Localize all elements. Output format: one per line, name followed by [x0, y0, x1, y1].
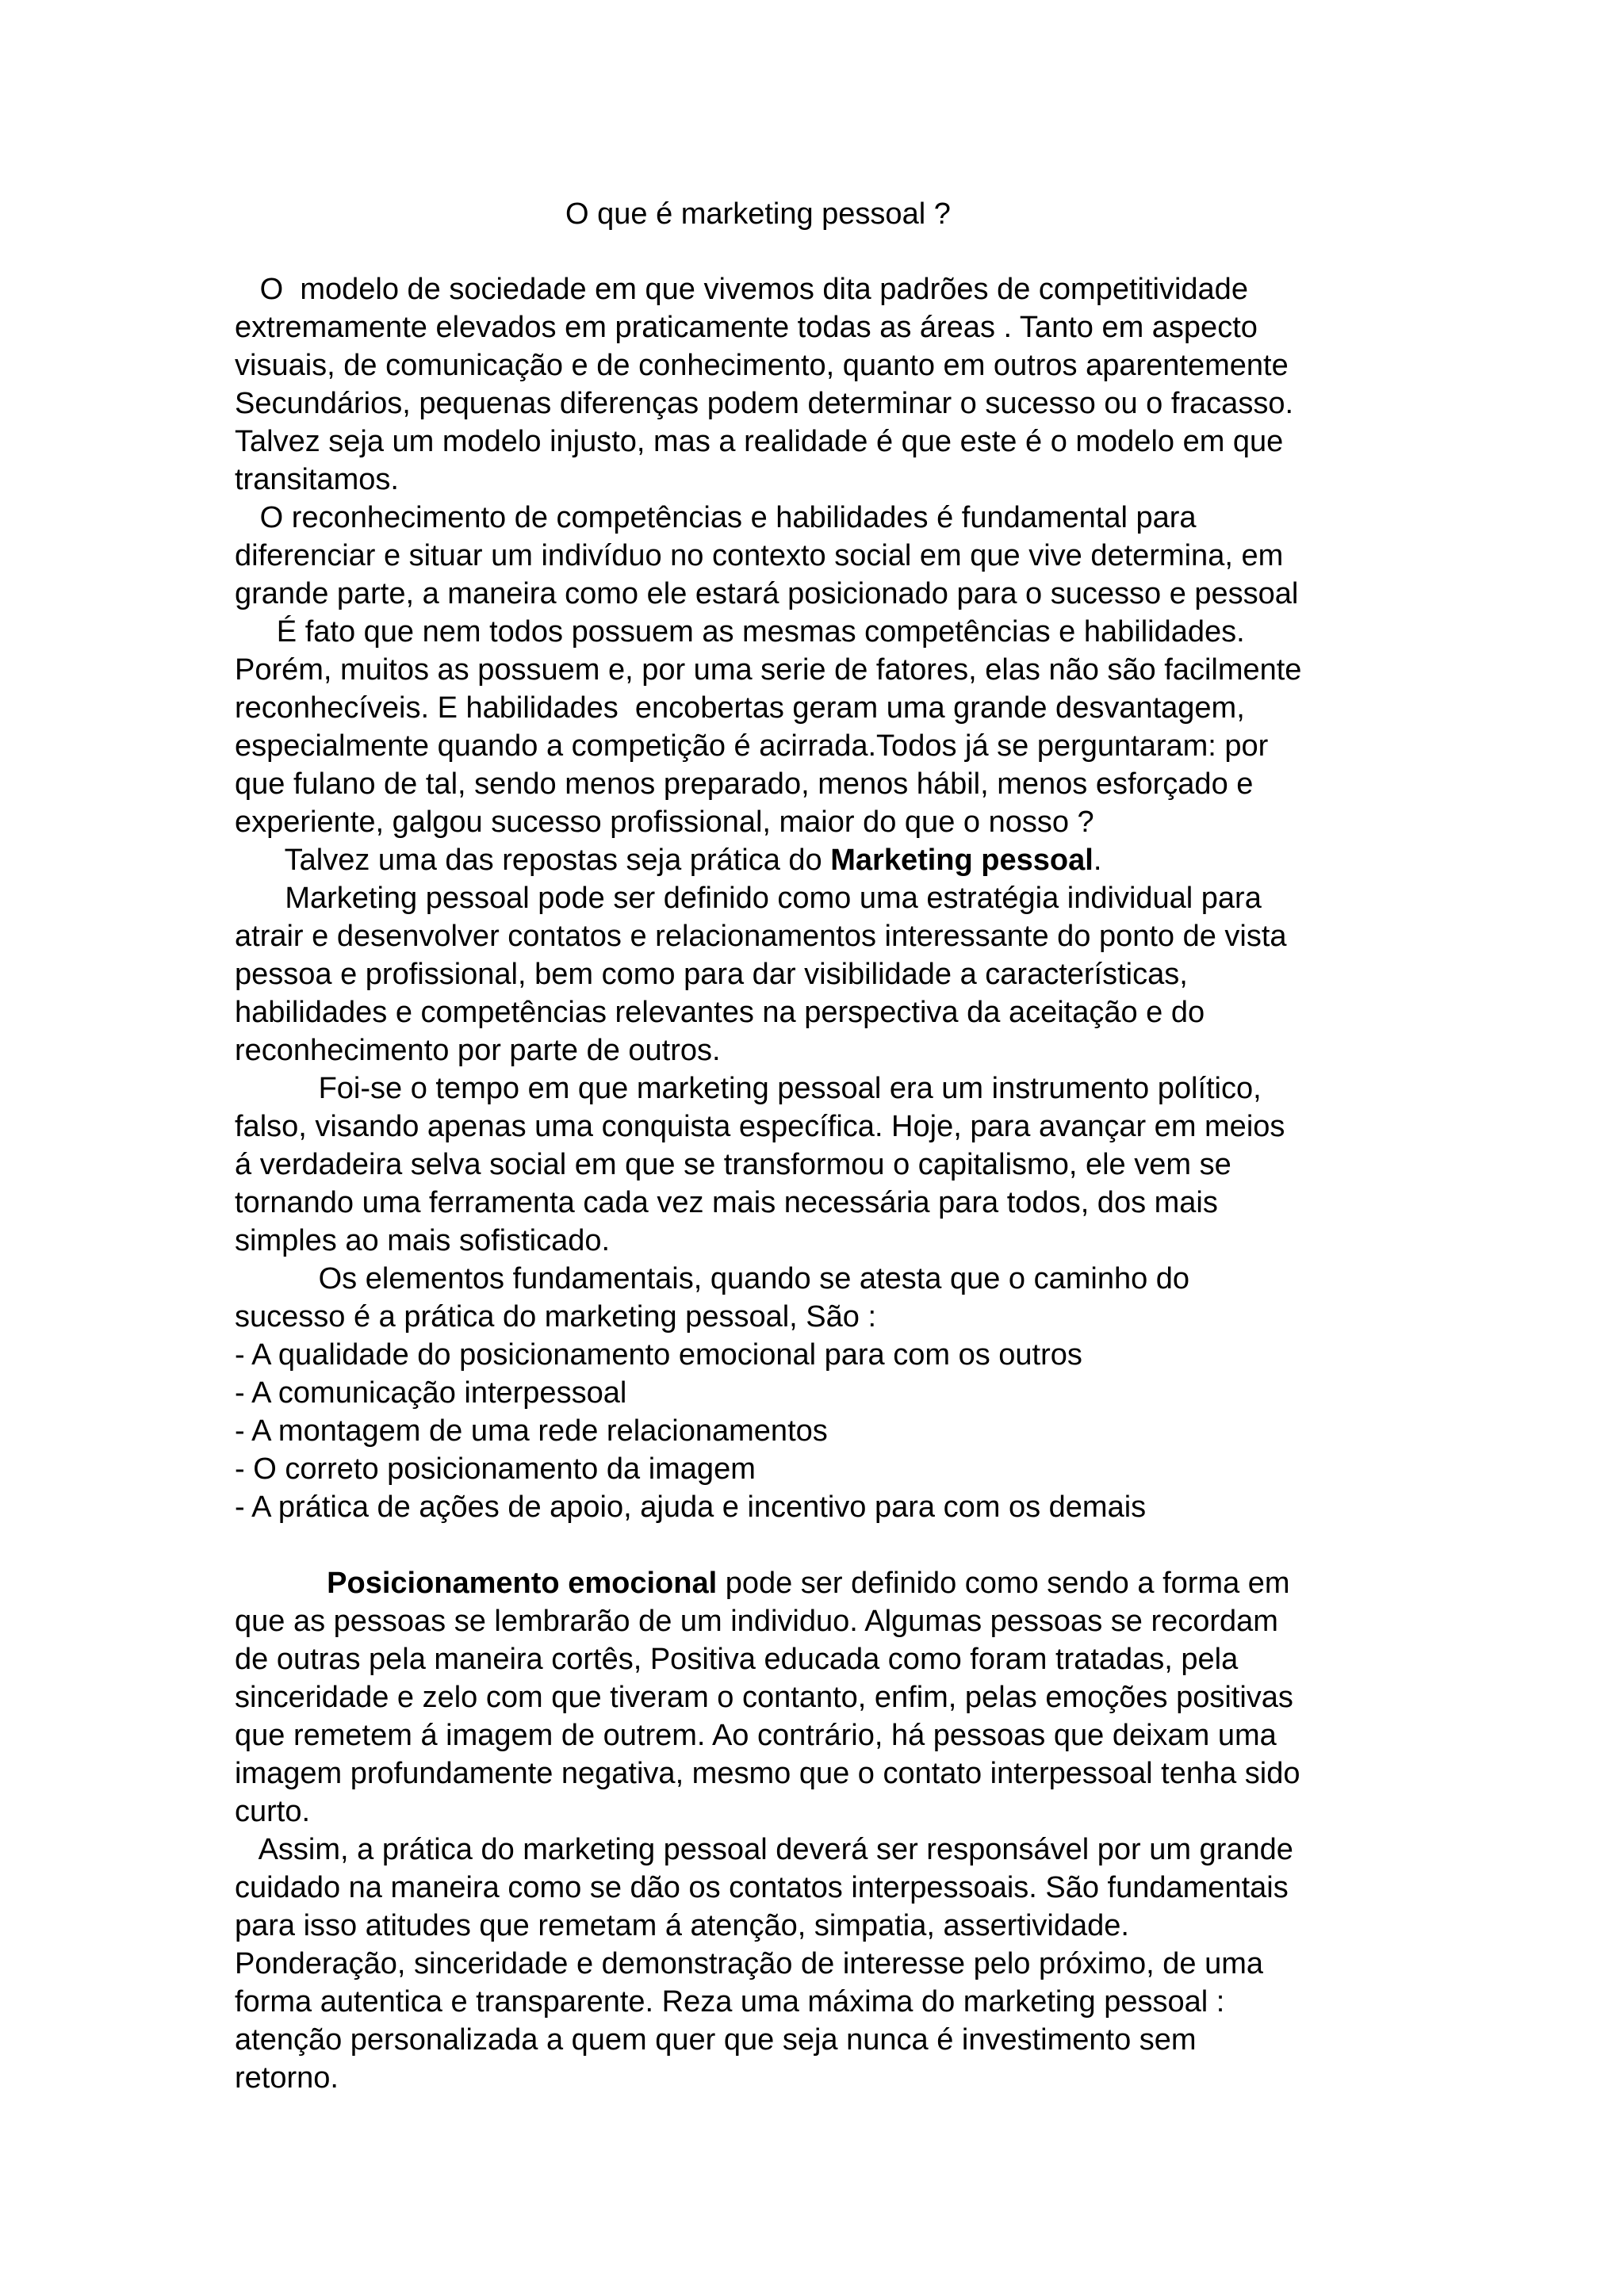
emotional-positioning-post: pode ser definido como sendo a forma em: [717, 1567, 1290, 1600]
paragraph-line: tornando uma ferramenta cada vez mais necessária para todos, dos mais: [235, 1186, 1218, 1219]
paragraph-line: Foi-se o tempo em que marketing pessoal era um instrumento político,: [235, 1072, 1262, 1105]
paragraph-line: que fulano de tal, sendo menos preparado, menos hábil, menos esforçado e: [235, 767, 1254, 801]
paragraph-line: visuais, de comunicação e de conhecimento, quanto em outros aparentemente: [235, 349, 1289, 382]
paragraph-line: Talvez seja um modelo injusto, mas a realidade é que este é o modelo em que: [235, 425, 1284, 458]
paragraph-line: sinceridade e zelo com que tiveram o contanto, enfim, pelas emoções positivas: [235, 1681, 1293, 1714]
paragraph-line: sucesso é a prática do marketing pessoal, São :: [235, 1300, 877, 1334]
paragraph-line: habilidades e competências relevantes na perspectiva da aceitação e do: [235, 996, 1205, 1029]
emotional-positioning-line: [235, 1564, 1290, 1602]
posicionamento-emocional-bold: Posicionamento emocional: [327, 1567, 718, 1600]
marketing-answer-line: [235, 841, 1101, 879]
paragraph-line: diferenciar e situar um indivíduo no contexto social em que vive determina, em: [235, 539, 1284, 572]
paragraph-line: atrair e desenvolver contatos e relacionamentos interessante do ponto de vista: [235, 920, 1287, 953]
paragraph-line: Assim, a prática do marketing pessoal deverá ser responsável por um grande: [235, 1833, 1293, 1866]
emotional-positioning-pre: [235, 1567, 327, 1600]
marketing-pessoal-bold: Marketing pessoal: [830, 844, 1094, 877]
paragraph-line: experiente, galgou sucesso profissional, maior do que o nosso ?: [235, 806, 1094, 839]
paragraph-line: atenção personalizada a quem quer que seja nunca é investimento sem: [235, 2023, 1197, 2057]
list-item: - O correto posicionamento da imagem: [235, 1452, 756, 1486]
paragraph-line: Porém, muitos as possuem e, por uma serie de fatores, elas não são facilmente: [235, 653, 1302, 687]
paragraph-line: extremamente elevados em praticamente todas as áreas . Tanto em aspecto: [235, 311, 1258, 344]
paragraph-line: para isso atitudes que remetam á atenção, simpatia, assertividade.: [235, 1909, 1129, 1942]
paragraph-line: grande parte, a maneira como ele estará posicionado para o sucesso e pessoal: [235, 577, 1299, 610]
paragraph-line: pessoa e profissional, bem como para dar visibilidade a características,: [235, 958, 1188, 991]
paragraph-line: reconhecíveis. E habilidades encobertas geram uma grande desvantagem,: [235, 691, 1245, 725]
paragraph-line: reconhecimento por parte de outros.: [235, 1034, 721, 1067]
paragraph-line: que remetem á imagem de outrem. Ao contrário, há pessoas que deixam uma: [235, 1719, 1277, 1752]
paragraph-line: especialmente quando a competição é acirrada.Todos já se perguntaram: por: [235, 729, 1269, 763]
paragraph-line: É fato que nem todos possuem as mesmas competências e habilidades.: [235, 615, 1245, 649]
paragraph-line: transitamos.: [235, 463, 399, 496]
paragraph-line: imagem profundamente negativa, mesmo que o contato interpessoal tenha sido: [235, 1757, 1300, 1790]
paragraph-line: cuidado na maneira como se dão os contatos interpessoais. São fundamentais: [235, 1871, 1289, 1904]
paragraph-line: Ponderação, sinceridade e demonstração de interesse pelo próximo, de uma: [235, 1947, 1263, 1980]
list-item: - A prática de ações de apoio, ajuda e incentivo para com os demais: [235, 1490, 1147, 1524]
paragraph-line: á verdadeira selva social em que se transformou o capitalismo, ele vem se: [235, 1148, 1231, 1181]
list-item: - A comunicação interpessoal: [235, 1376, 627, 1410]
list-item: - A qualidade do posicionamento emocional para com os outros: [235, 1338, 1082, 1372]
paragraph-line: O modelo de sociedade em que vivemos dita padrões de competitividade: [235, 273, 1248, 306]
paragraph-line: curto.: [235, 1795, 311, 1828]
paragraph-line: que as pessoas se lembrarão de um individuo. Algumas pessoas se recordam: [235, 1605, 1278, 1638]
paragraph-line: Marketing pessoal pode ser definido como uma estratégia individual para: [235, 882, 1262, 915]
document-title: O que é marketing pessoal ?: [565, 197, 951, 231]
paragraph-line: retorno.: [235, 2061, 339, 2095]
paragraph-line: Secundários, pequenas diferenças podem determinar o sucesso ou o fracasso.: [235, 387, 1294, 420]
paragraph-line: O reconhecimento de competências e habilidades é fundamental para: [235, 501, 1197, 534]
marketing-answer-pre: Talvez uma das repostas seja prática do: [235, 844, 831, 877]
paragraph-line: falso, visando apenas uma conquista específica. Hoje, para avançar em meios: [235, 1110, 1285, 1143]
paragraph-line: simples ao mais sofisticado.: [235, 1224, 611, 1257]
paragraph-line: Os elementos fundamentais, quando se atesta que o caminho do: [235, 1262, 1190, 1295]
marketing-answer-post: .: [1093, 844, 1102, 877]
paragraph-line: de outras pela maneira cortês, Positiva educada como foram tratadas, pela: [235, 1643, 1239, 1676]
paragraph-line: forma autentica e transparente. Reza uma máxima do marketing pessoal :: [235, 1985, 1225, 2019]
list-item: - A montagem de uma rede relacionamentos: [235, 1414, 828, 1448]
